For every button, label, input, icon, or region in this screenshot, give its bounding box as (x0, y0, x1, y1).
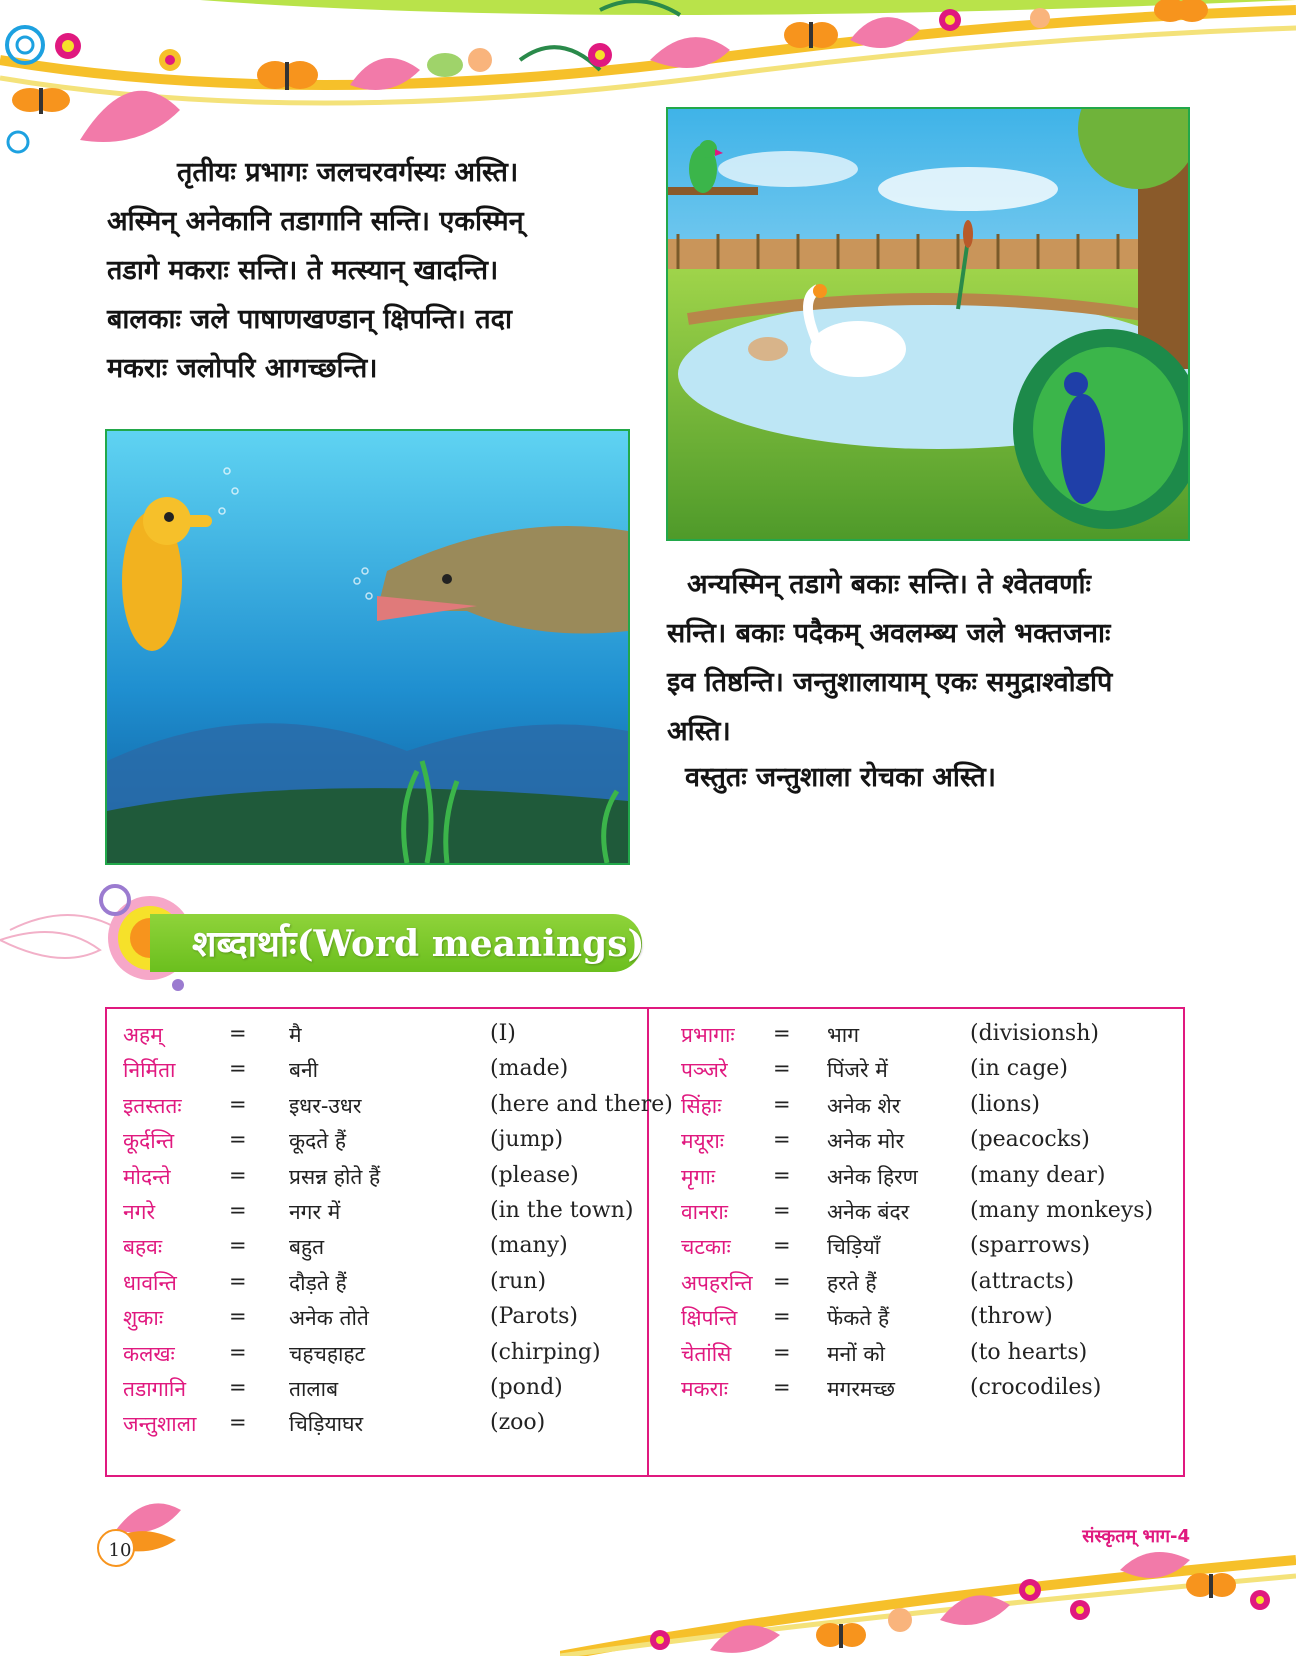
hindi-meaning: इधर-उधर (289, 1093, 362, 1118)
english-meaning: (in cage) (970, 1056, 1068, 1082)
equals-sign: = (229, 1410, 247, 1435)
paragraph-line: बालकाः जले पाषाणखण्डान् क्षिपन्ति। तदा (107, 304, 512, 335)
equals-sign: = (773, 1056, 791, 1081)
butterfly-icon (1186, 1573, 1236, 1598)
sanskrit-word: निर्मिता (123, 1058, 176, 1083)
english-meaning: (made) (490, 1056, 569, 1082)
equals-sign: = (773, 1091, 791, 1116)
english-meaning: (many) (490, 1233, 568, 1259)
equals-sign: = (773, 1233, 791, 1258)
sanskrit-word: अपहरन्ति (681, 1270, 753, 1295)
equals-sign: = (773, 1374, 791, 1399)
word-meaning-row (681, 1054, 1181, 1089)
sanskrit-word: मयूराः (681, 1129, 725, 1154)
word-meaning-row (123, 1338, 643, 1373)
word-meaning-row (123, 1090, 673, 1125)
english-meaning: (throw) (970, 1304, 1053, 1330)
hindi-meaning: चिड़ियाघर (289, 1412, 364, 1437)
word-meaning-row (123, 1196, 643, 1231)
english-meaning: (many monkeys) (970, 1197, 1154, 1223)
english-meaning: (in the town) (490, 1197, 634, 1223)
zoo-pond-illustration (666, 107, 1190, 541)
sanskrit-word: प्रभागाः (681, 1023, 735, 1047)
hindi-meaning: अनेक हिरण (827, 1164, 918, 1189)
flower-icon (159, 49, 181, 71)
sanskrit-word: नगरे (123, 1199, 156, 1224)
equals-sign: = (229, 1162, 247, 1187)
equals-sign: = (229, 1127, 247, 1152)
word-meaning-row (681, 1302, 1181, 1337)
page-number: 10 (108, 1540, 132, 1561)
hindi-meaning: बहुत (289, 1235, 325, 1260)
paragraph-line: मकराः जलोपरि आगच्छन्ति। (107, 353, 378, 384)
equals-sign: = (229, 1091, 247, 1116)
word-meaning-row (123, 1231, 643, 1266)
hindi-meaning: फेंकते हैं (827, 1306, 890, 1331)
equals-sign: = (229, 1268, 247, 1293)
butterfly-icon (1154, 0, 1208, 22)
sanskrit-word: सिंहाः (681, 1093, 722, 1118)
word-meaning-row (681, 1267, 1181, 1302)
equals-sign: = (229, 1056, 247, 1081)
word-meanings-right-column (681, 1019, 1181, 1408)
bottom-floral-border (560, 1540, 1296, 1656)
hindi-meaning: प्रसन्न होते हैं (289, 1164, 381, 1189)
paragraph-line: सन्ति। बकाः पदैकम् अवलम्ब्य जले भक्तजनाः (667, 618, 1111, 649)
paragraph-tritiyah (107, 148, 629, 393)
hindi-meaning: मनों को (827, 1341, 885, 1366)
hindi-meaning: मै (289, 1023, 302, 1047)
word-meaning-row (681, 1373, 1181, 1408)
word-meaning-row (123, 1019, 643, 1054)
hindi-meaning: तालाब (289, 1376, 339, 1401)
sanskrit-word: इतस्ततः (123, 1093, 182, 1118)
equals-sign: = (773, 1021, 791, 1045)
word-meaning-row (123, 1373, 643, 1408)
word-meanings-left-column (123, 1019, 673, 1444)
hindi-meaning: चहचहाहट (289, 1341, 366, 1366)
word-meaning-row (681, 1125, 1181, 1160)
equals-sign: = (229, 1304, 247, 1329)
sanskrit-word: कलखः (123, 1341, 175, 1366)
sanskrit-word: मृगाः (681, 1164, 716, 1189)
equals-sign: = (773, 1197, 791, 1222)
butterfly-icon (257, 61, 318, 90)
sanskrit-word: मकराः (681, 1376, 728, 1401)
flower-icon (1070, 1600, 1090, 1620)
hindi-meaning: बनी (289, 1058, 319, 1083)
swirl-icon (7, 27, 43, 63)
equals-sign: = (773, 1127, 791, 1152)
word-meaning-row (681, 1090, 1181, 1125)
paragraph-line: इव तिष्ठन्ति। जन्तुशालायाम् एकः समुद्राश्वोडपि (667, 667, 1113, 698)
paragraph-line: अस्मिन् अनेकानि तडागानि सन्ति। एकस्मिन् (107, 206, 524, 237)
hindi-meaning: दौड़ते हैं (289, 1270, 347, 1295)
word-meaning-row (123, 1054, 643, 1089)
english-meaning: (many dear) (970, 1162, 1106, 1188)
english-meaning: (I) (490, 1021, 516, 1046)
hindi-meaning: अनेक बंदर (827, 1199, 910, 1224)
sanskrit-word: तडागानि (123, 1376, 186, 1401)
english-meaning: (Parots) (490, 1304, 578, 1330)
word-meaning-row (123, 1161, 643, 1196)
english-meaning: (sparrows) (970, 1233, 1091, 1259)
sanskrit-word: शुकाः (123, 1306, 164, 1331)
flower-icon (588, 43, 612, 67)
sanskrit-word: मोदन्ते (123, 1164, 171, 1189)
paragraph-line: अन्यस्मिन् तडागे बकाः सन्ति। ते श्वेतवर्णाः (687, 569, 1091, 600)
equals-sign: = (229, 1197, 247, 1222)
english-meaning: (jump) (490, 1127, 564, 1153)
english-meaning: (attracts) (970, 1268, 1075, 1294)
word-meanings-heading (0, 880, 660, 1000)
equals-sign: = (229, 1233, 247, 1258)
sanskrit-word: चेतांसि (681, 1341, 732, 1366)
hindi-meaning: पिंजरे में (827, 1058, 888, 1083)
english-meaning: (please) (490, 1162, 579, 1188)
book-title: संस्कृतम् भाग-4 (1082, 1526, 1190, 1547)
english-meaning: (crocodiles) (970, 1374, 1102, 1400)
underwater-illustration (105, 429, 630, 865)
word-meaning-row (681, 1161, 1181, 1196)
english-meaning: (divisionsh) (970, 1021, 1099, 1046)
word-meaning-row (681, 1019, 1181, 1054)
equals-sign: = (229, 1339, 247, 1364)
english-meaning: (pond) (490, 1374, 563, 1400)
word-meaning-row (123, 1125, 643, 1160)
hindi-meaning: चिड़ियाँ (827, 1235, 881, 1260)
english-meaning: (run) (490, 1268, 547, 1294)
sanskrit-word: जन्तुशाला (123, 1412, 197, 1437)
table-divider (647, 1009, 649, 1475)
flower-icon (1250, 1590, 1270, 1610)
swirl-icon (8, 132, 28, 152)
hindi-meaning: नगर में (289, 1199, 341, 1224)
butterfly-icon (784, 22, 838, 48)
sanskrit-word: अहम् (123, 1023, 163, 1047)
sanskrit-word: क्षिपन्ति (681, 1306, 738, 1331)
sanskrit-word: कूर्दन्ति (123, 1129, 175, 1154)
english-meaning: (zoo) (490, 1410, 546, 1436)
paragraph-line: अस्ति। (667, 716, 731, 747)
sanskrit-word: बहवः (123, 1235, 163, 1260)
sanskrit-word: पञ्जरे (681, 1058, 728, 1083)
english-meaning: (lions) (970, 1091, 1040, 1117)
equals-sign: = (773, 1304, 791, 1329)
hindi-meaning: मगरमच्छ (827, 1376, 895, 1401)
word-meaning-row (681, 1338, 1181, 1373)
heading-title: शब्दार्थाः(Word meanings) (192, 923, 645, 965)
word-meaning-row (123, 1408, 643, 1443)
flower-icon (650, 1630, 670, 1650)
paragraph-line: तडागे मकराः सन्ति। ते मत्स्यान् खादन्ति। (107, 255, 499, 286)
flower-icon (1019, 1579, 1041, 1601)
english-meaning: (chirping) (490, 1339, 601, 1365)
sanskrit-word: धावन्ति (123, 1270, 177, 1295)
sanskrit-word: चटकाः (681, 1235, 731, 1260)
sanskrit-word: वानराः (681, 1199, 729, 1224)
word-meaning-row (123, 1302, 643, 1337)
equals-sign: = (773, 1339, 791, 1364)
equals-sign: = (229, 1021, 247, 1045)
flower-icon (55, 33, 81, 59)
english-meaning: (to hearts) (970, 1339, 1088, 1365)
paragraph-anyasmin (667, 560, 1189, 756)
word-meaning-row (681, 1196, 1181, 1231)
paragraph-line: वस्तुतः जन्तुशाला रोचका अस्ति। (685, 762, 996, 793)
hindi-meaning: अनेक तोते (289, 1306, 369, 1331)
english-meaning: (here and there) (490, 1091, 673, 1117)
hindi-meaning: अनेक शेर (827, 1093, 901, 1118)
flower-icon (939, 9, 961, 31)
equals-sign: = (229, 1374, 247, 1399)
word-meaning-row (681, 1231, 1181, 1266)
word-meanings-table (105, 1007, 1185, 1477)
hindi-meaning: हरते हैं (827, 1270, 877, 1295)
equals-sign: = (773, 1162, 791, 1187)
hindi-meaning: कूदते हैं (289, 1129, 347, 1154)
hindi-meaning: भाग (827, 1023, 860, 1047)
hindi-meaning: अनेक मोर (827, 1129, 905, 1154)
butterfly-icon (816, 1623, 866, 1648)
english-meaning: (peacocks) (970, 1127, 1090, 1153)
word-meaning-row (123, 1267, 643, 1302)
paragraph-vastutah (685, 753, 1185, 802)
paragraph-line: तृतीयः प्रभागः जलचरवर्गस्यः अस्ति। (177, 157, 519, 188)
butterfly-icon (12, 88, 70, 114)
equals-sign: = (773, 1268, 791, 1293)
